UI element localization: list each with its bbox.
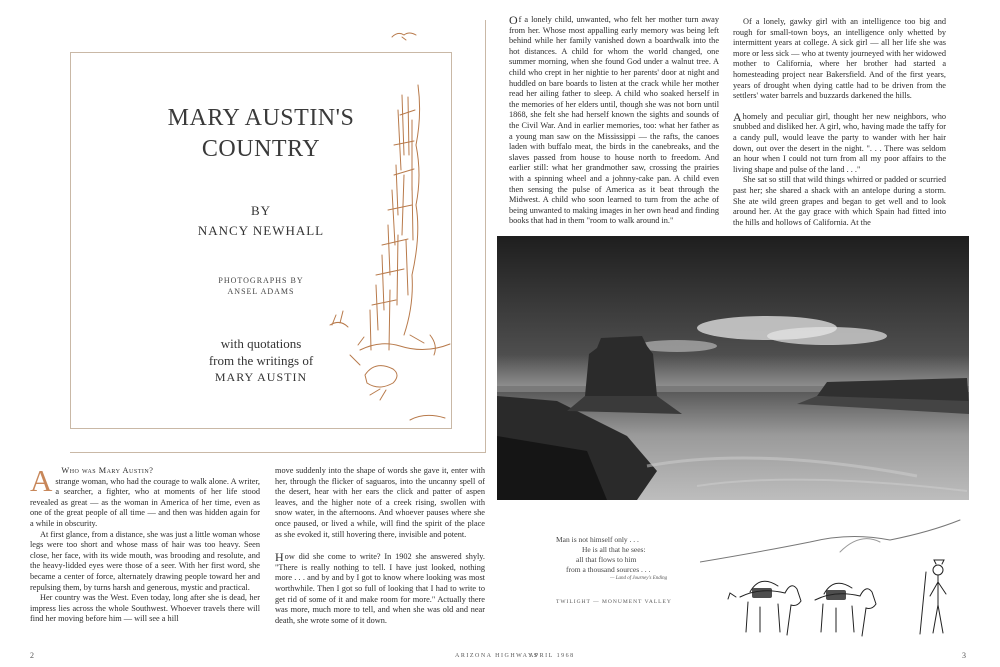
paragraph: f a lonely child, unwanted, who felt her mother turn away from her. Whose most appalling early memory was being left behind while her family vanished down a boardwalk into the hot distances. A child for whom the world changed, one summer morning, when she found God under a walnut tree. A child who crept in her nightie to her parents' door at night and huddled on bare boards to listen at the crack while her mother read her ailing father to sleep. A child who soaked herself in the memories of her elders until, though she was not born until 1868, she felt she had herself known the sights and sounds of the Civil War. And in earlier memories, too: what her father as a young man saw on the Mississippi — the rafts, the canoes laden with buffalo meat, the birds in the canebreaks, and the slaves passed from house to house north to freedom. And earlier still: what her grandmother saw, crossing the prairies with a spinning wheel and a johnny-cake pan. A child even then sensing the pulse of America as it beat through the Midwest. A child who soon learned to turn from the ache of being unwanted to making images in her own head and finding books that had in them "room to walk around in."	[509, 15, 719, 226]
issue-date: APRIL 1968	[529, 653, 575, 659]
paragraph: Of a lonely, gawky girl with an intelligence too big and rough for small-town boys, an intelligence only whetted by intermittent years at college. A sick girl — all her life she was more or less sick — who at twenty journeyed with her widowed mother to California, where her brother had started a homesteading project near Bakersfield. And of the first years, years of drought when dying cattle had to be driven from the settlers' water barrels and buzzards darkened the hills.	[733, 17, 946, 101]
page-border-vertical	[485, 20, 486, 453]
page-border-horizontal	[70, 452, 485, 453]
paragraph: She sat so still that wild things whirred or padded or scurried past her; she shared a shack with an antelope during a storm. She ate wild green grapes and began to get well and to look around her. At the gay grace with which Spain had fitted into the hills and hollows of California. At the	[733, 175, 946, 227]
photo-credit: PHOTOGRAPHS BY ANSEL ADAMS	[218, 276, 304, 296]
hiker-icon	[933, 565, 943, 575]
quail-icon	[365, 366, 397, 387]
byline-author: NANCY NEWHALL	[197, 223, 325, 238]
magazine-name: ARIZONA HIGHWAYS	[455, 653, 539, 659]
title-line-2: COUNTRY	[201, 136, 321, 162]
paragraph: homely and peculiar girl, thought her new neighbors, who snubbed and disliked her. A girl, who, having made the taffy for a candy pull, would leave the party to wander with her hair down, out over the desert in the night. ". . . There was seldom an hour when I could not turn from all my poor affairs to the living shape and pulse of the land . . ."	[733, 111, 946, 174]
initial-letter: H	[275, 550, 284, 565]
burros-illustration	[700, 512, 972, 640]
poem-quote: Man is not himself only . . . He is all that he sees: all that flows to him from a thousand sources . . .	[556, 535, 651, 574]
paragraph: Her country was the West. Even today, long after she is dead, her impress lies across the whole Southwest. Whoever travels there will find her moving before him — will see a hill	[30, 593, 260, 624]
lead-question: Who was Mary Austin?	[61, 466, 154, 475]
drop-cap: A	[30, 463, 53, 498]
text-column-2	[275, 466, 485, 626]
text-column-3	[509, 15, 719, 227]
monument-valley-photo	[497, 236, 969, 500]
paragraph: strange woman, who had the courage to walk alone. A writer, a searcher, a fighter, who at moments of her life stood revealed as great — as the woman in America of her time, even as one of the great people of all time — and then was hidden again for a while in obscurity.	[30, 476, 260, 528]
paragraph: At first glance, from a distance, she was just a little woman whose legs were too short and whose mass of hair was too heavy. Seen close, her face, with its wide mouth, was brooding and resolute, and the heavy-lidded eyes were those of a seer. With her first word, she became a center of force, alternately drawing people toward her and repulsing them, by turns harsh and generous, mystic and practical.	[30, 529, 260, 592]
title-line-1: MARY AUSTIN'S	[167, 105, 355, 131]
photo-caption: TWILIGHT — MONUMENT VALLEY	[556, 599, 672, 605]
page-number-right: 3	[962, 651, 968, 660]
paragraph: ow did she come to write? In 1902 she answered shyly. "There is really nothing to tell. I have just looked, nothing more . . . and by and by I got to know where looking was most worthwhile. Then I got so full of looking that I had to write to get rid of some of it and make room for more." Actually there was more, much more to tell, and when she was old and near death, she wrote some of it down.	[275, 552, 485, 625]
poem-source: — Land of Journey's Ending	[610, 576, 668, 581]
initial-letter: A	[733, 109, 742, 124]
bird-icon	[392, 33, 416, 40]
fence-illustration	[310, 25, 460, 440]
text-column-4	[733, 17, 946, 228]
text-column-1	[30, 463, 260, 625]
quotation-credit: with quotations from the writings of MARY AUSTIN	[208, 336, 314, 384]
page-number-left: 2	[30, 651, 36, 660]
initial-letter: O	[509, 13, 518, 27]
byline-by: BY	[250, 203, 272, 218]
paragraph: move suddenly into the shape of words she gave it, enter with her, through the flicker of saguaros, into the uncanny spell of the desert, hear with her ears the click and patter of aspen leaves, and the higher note of a creek rising, swollen with snow water, in the afternoons. And whoever pauses where she once paused, or lived a while, will find the spirit of the place as she evoked it, still hovering there, invisible and potent.	[275, 466, 485, 539]
